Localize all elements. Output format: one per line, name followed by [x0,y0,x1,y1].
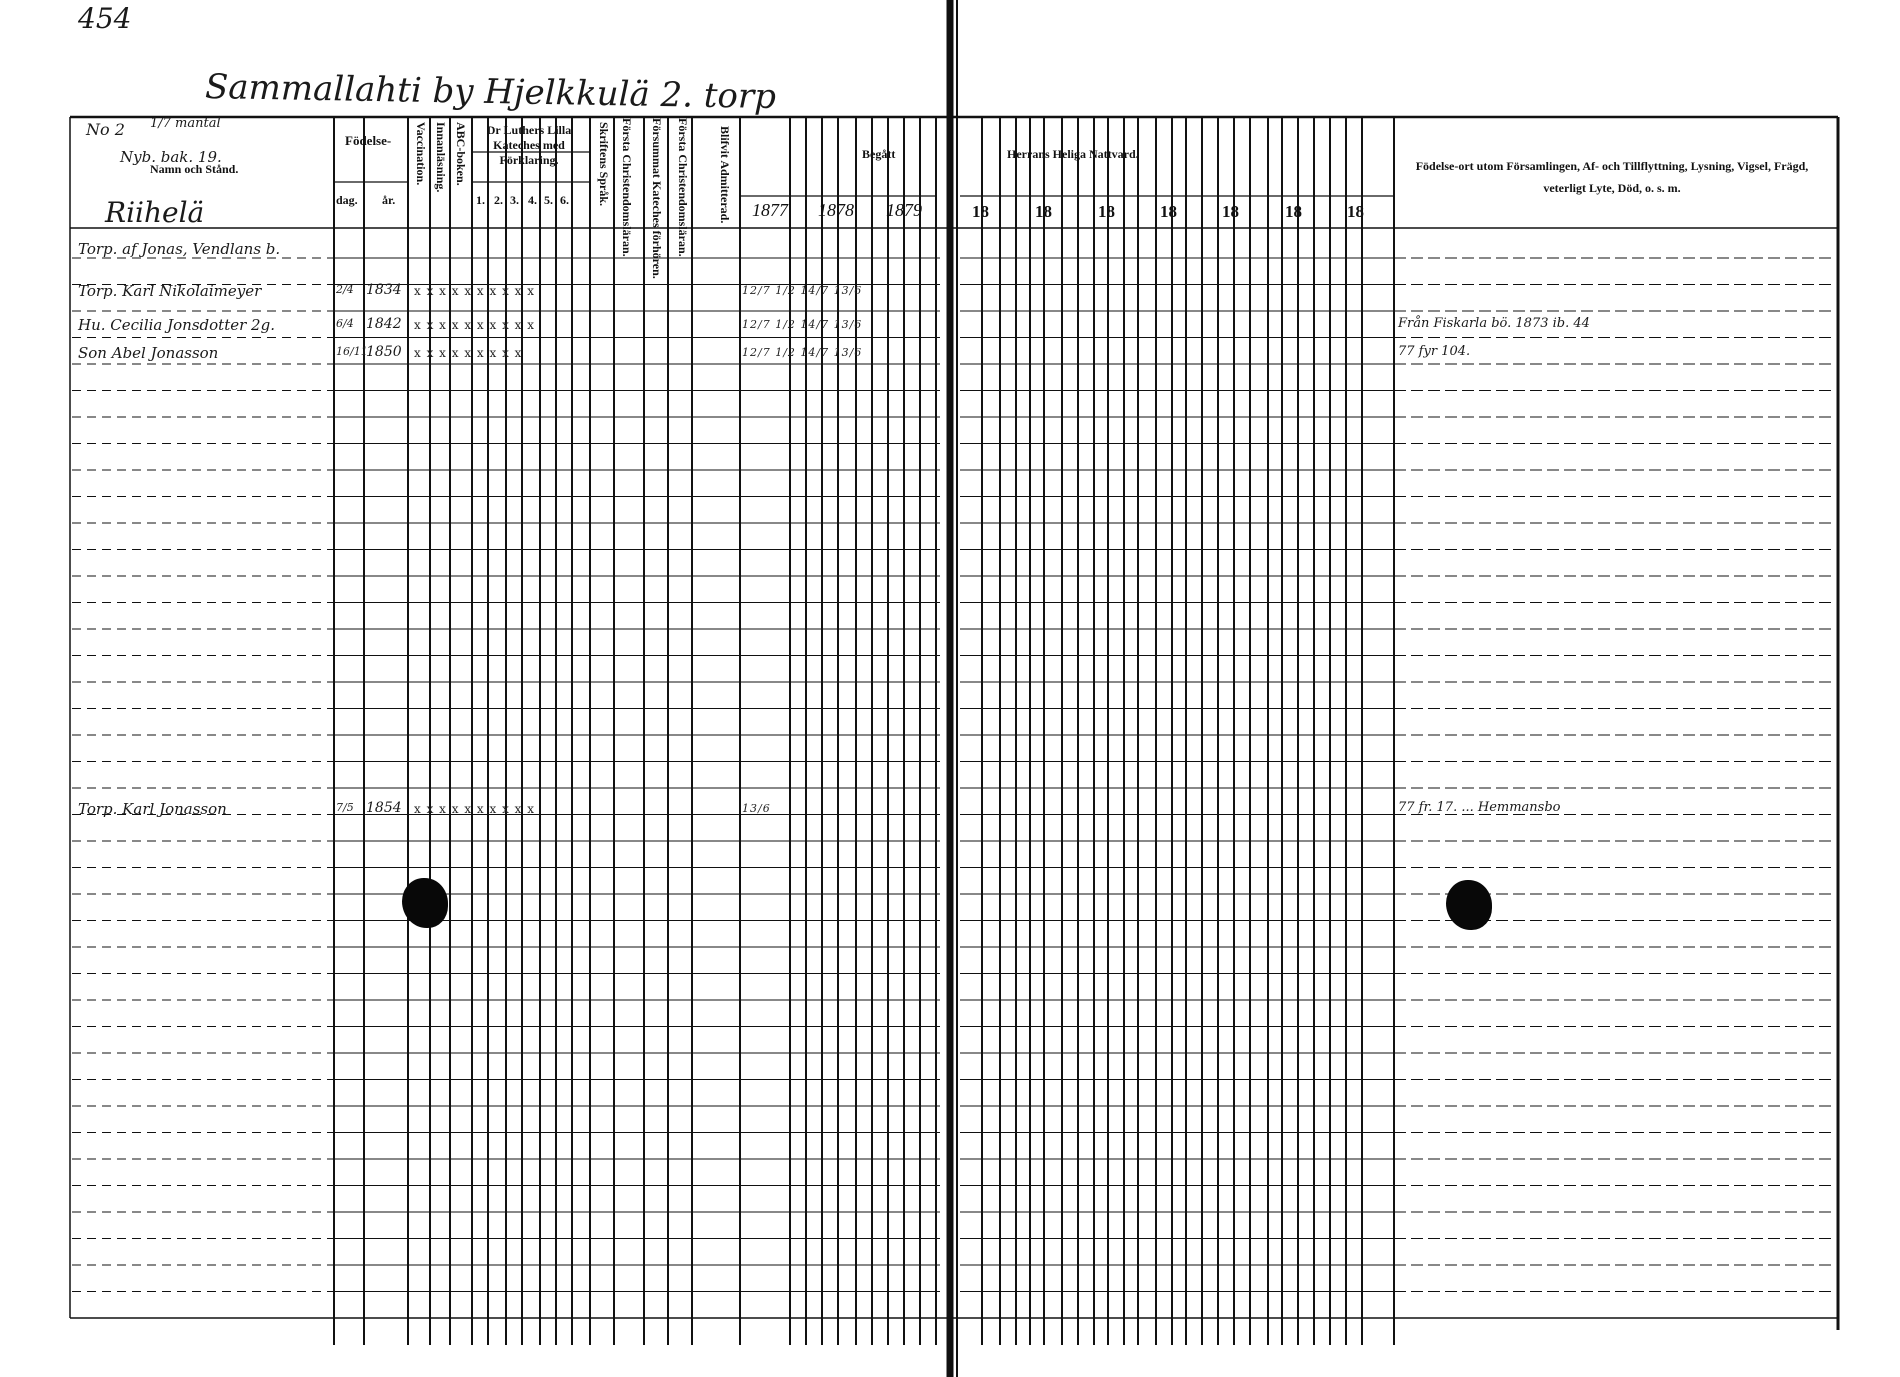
header-bliffvit-admitterad: Blifvit Admitterad. [718,126,732,224]
entry-birth-day: 7/5 [336,801,354,814]
entry-progress-marks: x x x x x x x x x x [414,318,536,332]
entry-name: Hu. Cecilia Jonsdotter 2g. [78,316,275,334]
header-remarks: Födelse-ort utom Församlingen, Af- och Tillflyttning, Lysning, Vigsel, Frägd, veterligt Lyte, Död, o. s. m. [1415,159,1809,195]
header-begatt: Begått [862,147,896,161]
year-label: 18 [1160,202,1177,221]
entry-communion-dates: 12/7 1/2 14/7 13/6 [742,318,863,331]
entry-remark: 77 fyr 104. [1398,344,1471,359]
year-label: 18 [1035,202,1052,221]
header-dag: dag. [336,193,358,207]
header-forsta-christendom-2: Första Christendomsläran. [676,118,690,257]
header-herrans-nattvard: Herrans Heliga Nattvard. [1007,147,1139,161]
header-forsummat: Försummat Kateches förhören. [650,118,664,279]
header-forsta-christendom: Första Christendomsläran. [620,118,634,257]
year-label: 18 [1285,202,1302,221]
entry-communion-dates: 13/6 [742,802,771,815]
header-abc-boken: ABC-boken. [454,122,468,186]
entry-communion-dates: 12/7 1/2 14/7 13/6 [742,346,863,359]
entry-remark: Från Fiskarla bö. 1873 ib. 44 [1398,316,1590,331]
entry-birth-year: 1850 [366,344,402,360]
entry-birth-year: 1854 [366,800,402,816]
page-number: 454 [78,2,132,35]
entry-progress-marks: x x x x x x x x x [414,346,523,360]
header-ar: år. [382,193,396,207]
entry-birth-year: 1842 [366,316,402,332]
luther-part-label: 6. [560,193,569,207]
entry-birth-day: 6/4 [336,317,354,330]
entry-birth-day: 2/4 [336,283,354,296]
household-place: Riihelä [105,196,205,229]
header-innanlasning: Innanläsning. [434,122,448,193]
luther-part-label: 1. [476,193,485,207]
household-number: No 2 [86,120,125,139]
entry-birth-day: 16/11 [336,345,368,358]
entry-name: Torp. Karl Nikolaimeyer [78,282,262,300]
entry-birth-year: 1834 [366,282,402,298]
year-label: 18 [1222,202,1239,221]
entry-name: Son Abel Jonasson [78,344,219,362]
header-fodelse: Födelse- [345,133,392,148]
entry-remark: 77 fr. 17. ... Hemmansbo [1398,800,1561,815]
ink-blot [1446,880,1492,930]
year-label: 18 [972,202,989,221]
ink-blot [402,878,448,928]
year-label: 18 [1347,202,1364,221]
entry-progress-marks: x x x x x x x x x x [414,802,536,816]
luther-part-label: 5. [544,193,553,207]
year-label: 1879 [886,200,922,220]
luther-part-label: 3. [510,193,519,207]
luther-part-label: 2. [494,193,503,207]
household-note: Nyb. bak. 19. [120,148,222,166]
year-label: 1877 [752,200,788,220]
household-fraction-note: 1/7 mantal [150,116,221,131]
entry-communion-dates: 12/7 1/2 14/7 13/6 [742,284,863,297]
entry-progress-marks: x x x x x x x x x x [414,284,536,298]
year-label: 1878 [818,200,854,220]
year-label: 18 [1098,202,1115,221]
entry-name: Torp. Karl Jonasson [78,800,227,818]
header-skriftens-sprak: Skriftens Språk. [597,122,611,207]
header-namn-och-stand: Namn och Stånd. [150,162,239,176]
header-vaccination: Vaccination. [414,122,428,186]
luther-part-label: 4. [528,193,537,207]
header-luther: Dr Luthers Lilla Kateches med Förklaring. [486,123,572,167]
village-title: Sammallahti by Hjelkkulä 2. torp [204,67,777,117]
entry-name: Torp. af Jonas, Vendlans b. [78,240,281,258]
